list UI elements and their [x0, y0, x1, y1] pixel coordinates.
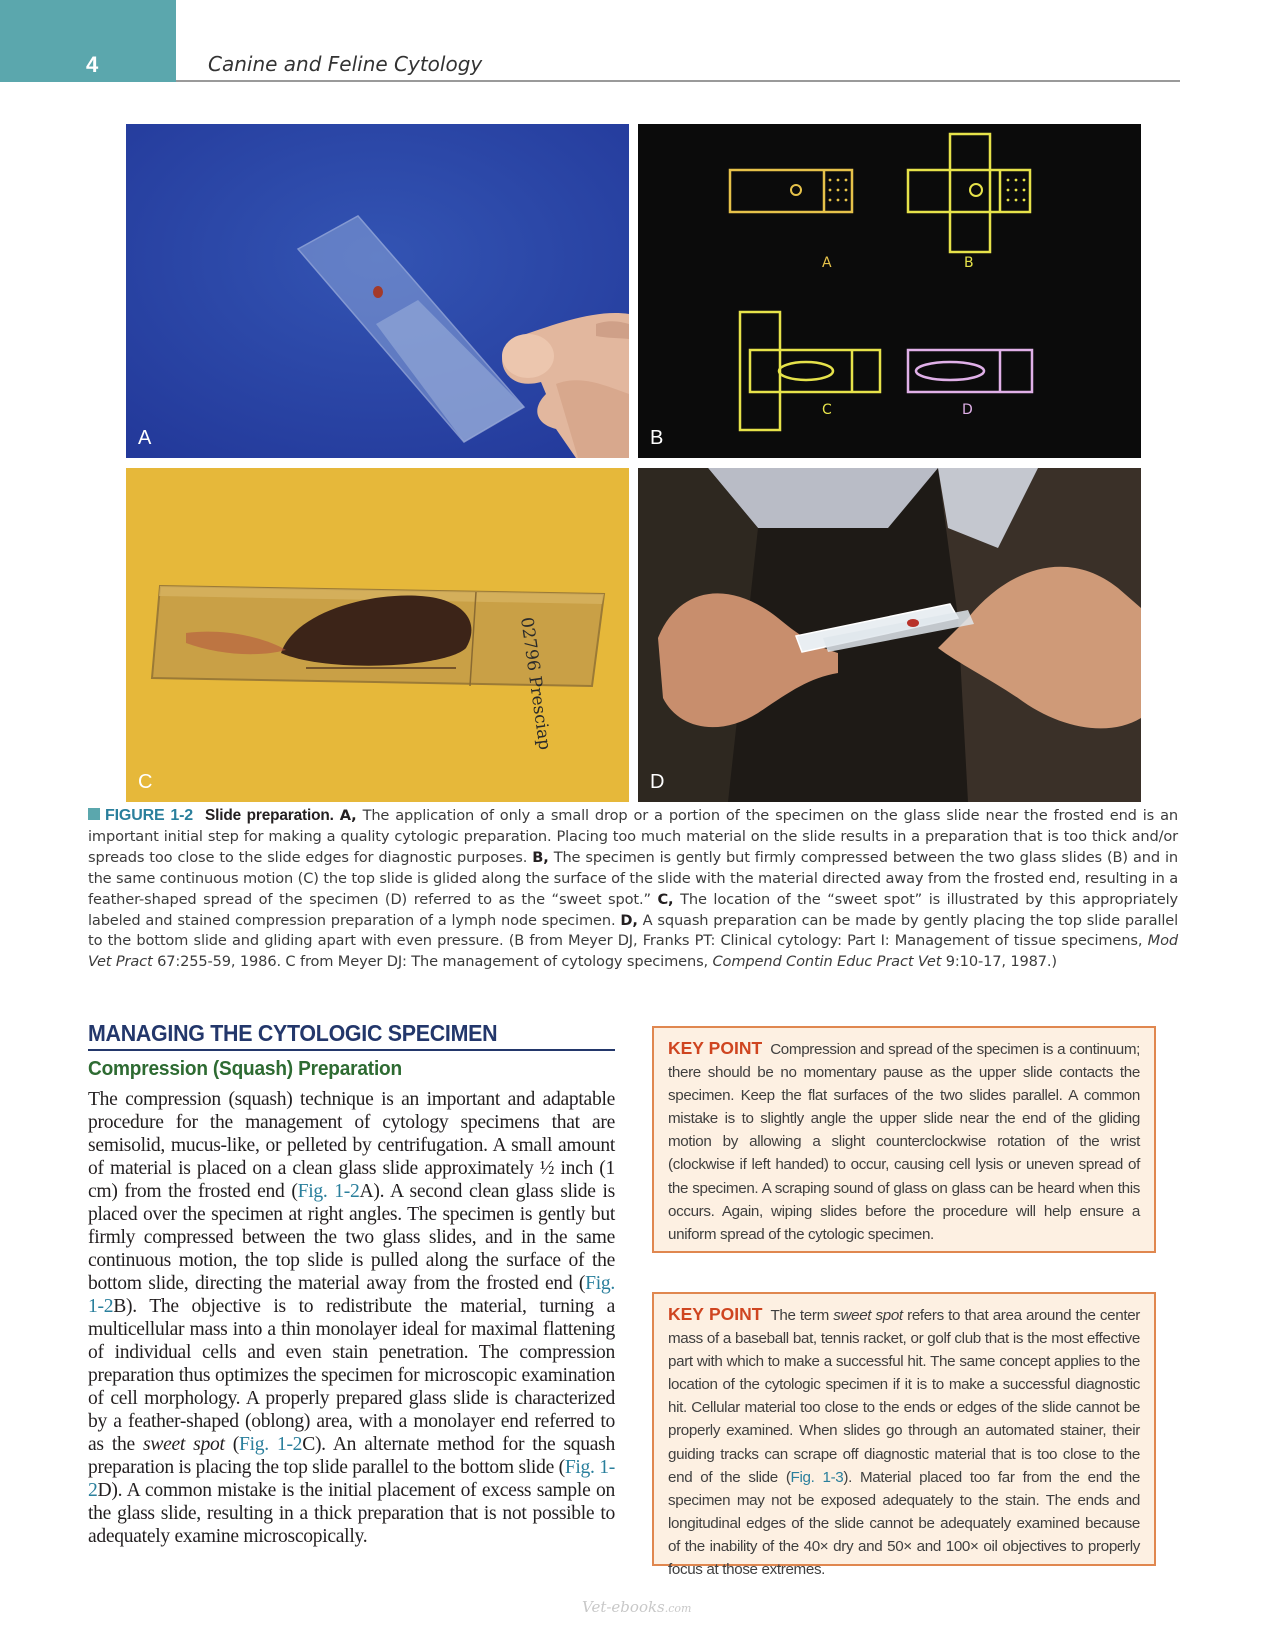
figure-caption	[88, 806, 1178, 973]
panel-letter-c: C	[138, 771, 153, 793]
photo-hand-slide	[126, 124, 629, 458]
figure-panel-c	[126, 468, 629, 802]
panel-letter-a: A	[138, 427, 152, 449]
figure-link[interactable]: Fig. 1-2	[88, 1273, 615, 1317]
page-number: 4	[86, 52, 99, 77]
caption-journal-1: Mod Vet Pract	[88, 932, 1178, 971]
body-text-4: (	[232, 1434, 239, 1455]
running-title: Canine and Feline Cytology	[208, 52, 483, 76]
caption-mark-b: B,	[532, 848, 549, 866]
caption-ref-1: 67:255-59, 1986. C from Meyer DJ: The management of cytology specimens,	[157, 953, 709, 971]
key-point-box	[652, 1292, 1156, 1579]
caption-ref-2: 9:10-17, 1987.)	[945, 953, 1057, 971]
diagram-label-d: D	[962, 402, 973, 418]
subsection-heading: Compression (Squash) Preparation	[88, 1057, 402, 1080]
body-text-3: B). The objective is to redistribute the material, turning a multicellular mass into a thin monolayer ideal for maximal flattening of individual cells and even stain penetration. The compression preparation thus optimizes the specimen for microscopic examination of cell morphology. A properly prepared glass slide is characterized by a feather-shaped (oblong) area, with a monolayer end referred to as the	[88, 1296, 615, 1455]
body-paragraph	[88, 1088, 615, 1548]
figure-link[interactable]: Fig. 1-2	[239, 1434, 303, 1455]
diagram-label-c: C	[822, 402, 832, 418]
key-point-label: KEY POINT	[668, 1038, 763, 1058]
figure-panel-b	[638, 124, 1141, 458]
figure-link[interactable]: Fig. 1-2	[88, 1457, 615, 1501]
caption-mark-a: A,	[339, 807, 357, 824]
panel-letter-b: B	[650, 427, 664, 449]
diagram-label-b: B	[964, 255, 974, 271]
caption-marker	[88, 808, 100, 820]
watermark-main: Vet-ebooks	[582, 1598, 665, 1616]
caption-text-a: The application of only a small drop or a portion of the specimen on the glass slide near the frosted end is an important initial step for making a quality cytologic preparation. Placing too much material on the slide results in a preparation that is too thick and/or spreads too close to the slide edges for diagnostic purposes.	[88, 807, 1178, 866]
diagram-label-a: A	[822, 255, 832, 271]
slide-handwritten-label: 02796 Presciap	[516, 615, 555, 752]
key-point-text: The term	[770, 1307, 829, 1324]
figure-label: FIGURE 1-2	[105, 807, 194, 824]
photo-squash-prep	[638, 468, 1141, 802]
caption-text-d: A squash preparation can be made by gently placing the top slide parallel to the bottom slide and gliding apart with even pressure. (B from Meyer DJ, Franks PT: Clinical cytology: Part I: Management of tissue specimens,	[88, 911, 1178, 950]
section-rule	[88, 1049, 615, 1051]
key-point-box	[652, 1026, 1156, 1253]
figure-link[interactable]: Fig. 1-3	[790, 1468, 844, 1486]
diagram-slide-steps	[638, 124, 1141, 458]
caption-text-c: The location of the “sweet spot” is illustrated by this appropriately labeled and stained compression preparation of a lymph node specimen.	[88, 890, 1178, 929]
key-point-text: ). Material placed too far from the end the specimen may not be exposed adequately to the stain. The ends and longitudinal edges of the slide cannot be adequately examined because of the inability of the 40× dry and 50× and 100× oil objectives to properly focus at those extremes.	[668, 1468, 1140, 1579]
photo-stained-slide	[126, 468, 629, 802]
figure-title: Slide preparation.	[204, 807, 334, 824]
figure-panel-d	[638, 468, 1141, 802]
key-point-text: Compression and spread of the specimen is a continuum; there should be no momentary pause as the upper slide contacts the specimen. Keep the flat surfaces of the two slides parallel. A common mistake is to slightly angle the upper slide near the end of the gliding motion by allowing a slight counterclockwise rotation of the wrist (clockwise if left handed) to occur, causing cell lysis or uneven spread of the specimen. A scraping sound of glass on glass can be heard when this occurs. Again, wiping slides before the procedure will help ensure a uniform spread of the cytologic specimen.	[668, 1041, 1140, 1243]
body-text-2: A). A second clean glass slide is placed over the specimen at right angles. The specimen is gently but firmly compressed between the two glass slides, and in the same continuous motion, the top slide is pulled along the surface of the bottom slide, directing the material away from the frosted end (	[88, 1181, 616, 1294]
figure-panel-a	[126, 124, 629, 458]
body-text-6: D). A common mistake is the initial placement of excess sample on the glass slide, resulting in a thick preparation that is not possible to adequately examine microscopically.	[88, 1480, 615, 1547]
header-rule	[176, 80, 1180, 82]
caption-mark-c: C,	[657, 890, 674, 908]
caption-mark-d: D,	[620, 911, 638, 929]
watermark-suffix: .com	[664, 1602, 692, 1615]
section-heading: MANAGING THE CYTOLOGIC SPECIMEN	[88, 1020, 498, 1046]
key-point-text: refers to that area around the center mass of a baseball bat, tennis racket, or golf club that is the most effective part with which to make a successful hit. The same concept applies to the location of the cytologic specimen if it is to make a successful diagnostic hit. Cellular material too close to the ends or edges of the slide cannot be properly examined. When slides go through an automated stainer, their guiding tracks can scrape off diagnostic material that is too close to the end of the slide (	[668, 1307, 1140, 1486]
caption-journal-2: Compend Contin Educ Pract Vet	[712, 953, 942, 971]
key-point-emphasis: sweet spot	[833, 1307, 903, 1324]
body-emphasis: sweet spot	[143, 1434, 225, 1455]
panel-letter-d: D	[650, 771, 665, 793]
body-text-5: C). An alternate method for the squash preparation is placing the top slide parallel to the bottom slide (	[88, 1434, 616, 1478]
watermark	[582, 1598, 691, 1616]
key-point-label: KEY POINT	[668, 1304, 763, 1324]
figure-link[interactable]: Fig. 1-2	[297, 1181, 360, 1202]
body-text-1: The compression (squash) technique is an important and adaptable procedure for the management of cytology specimens that are semisolid, mucus-like, or pelleted by centrifugation. A small amount of material is placed on a clean glass slide approximately ½ inch (1 cm) from the frosted end (	[88, 1089, 615, 1202]
caption-text-b: The specimen is gently but firmly compressed between the two glass slides (B) and in the same continuous motion (C) the top slide is glided along the surface of the slide with the material directed away from the frosted end, resulting in a feather-shaped spread of the specimen (D) referred to as the “sweet spot.”	[88, 848, 1178, 908]
